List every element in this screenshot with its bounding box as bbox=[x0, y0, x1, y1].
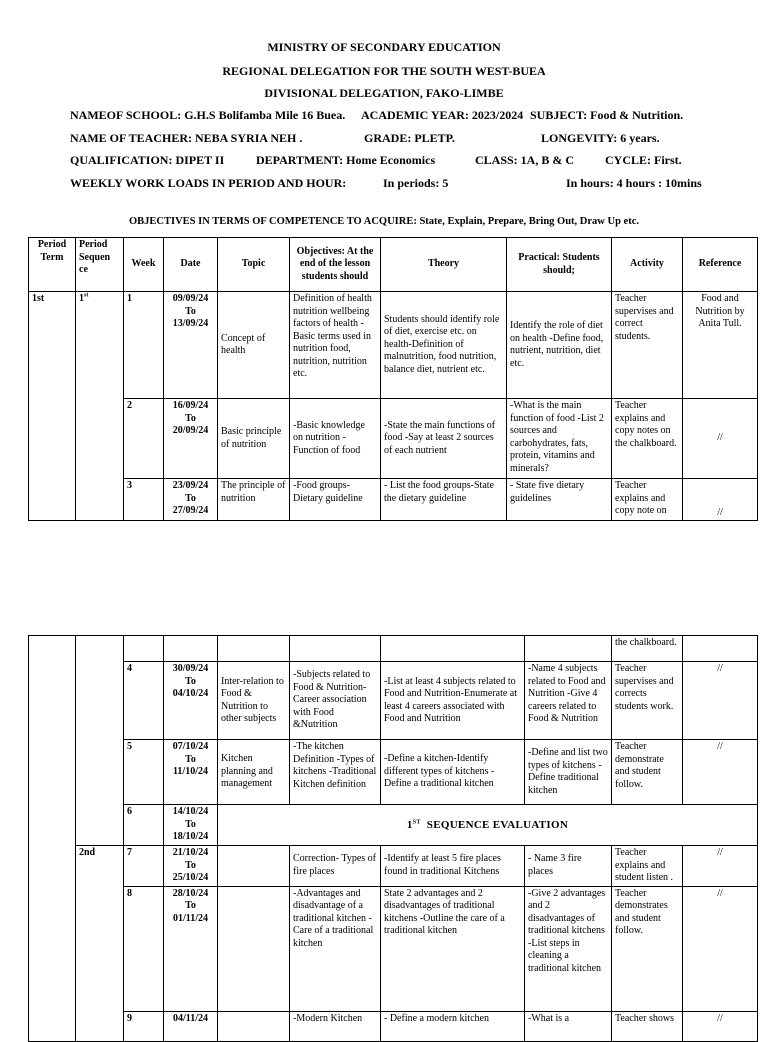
reference-cell: // bbox=[683, 740, 758, 805]
table-row bbox=[29, 636, 758, 662]
activity-cell: Teacher explains and student listen . bbox=[612, 846, 683, 887]
reference-cell: // bbox=[683, 662, 758, 740]
date-cell: 14/10/24 To 18/10/24 bbox=[164, 805, 218, 846]
table-row bbox=[29, 805, 758, 846]
header-topic: Topic bbox=[218, 238, 290, 292]
theory-cell: -List at least 4 subjects related to Food and Nutrition-Enumerate at least 4 careers associated with Food and Nutrition bbox=[381, 662, 525, 740]
date-cell: 23/09/24 To 27/09/24 bbox=[164, 479, 218, 521]
topic-cell bbox=[218, 886, 290, 1011]
header-period-term-line1: Period bbox=[37, 239, 67, 250]
header-period-seq-line1: Period bbox=[79, 239, 108, 250]
subject: SUBJECT: Food & Nutrition. bbox=[530, 108, 684, 122]
theory-cell bbox=[381, 636, 525, 662]
theory-cell: -State the main functions of food -Say at least 2 sources of each nutrient bbox=[381, 399, 507, 479]
table-row bbox=[29, 662, 758, 740]
table-row bbox=[29, 479, 758, 521]
sequence-evaluation bbox=[218, 805, 758, 846]
date-cell: 07/10/24 To 11/10/24 bbox=[164, 740, 218, 805]
reference-cell: // bbox=[683, 479, 758, 521]
term-cell: 1st bbox=[29, 292, 76, 521]
objectives-cell: -Basic knowledge on nutrition -Function of food bbox=[290, 399, 381, 479]
grade: GRADE: PLETP. bbox=[364, 131, 455, 145]
activity-cell: Teacher demonstrate and student follow. bbox=[612, 740, 683, 805]
practical-cell: -Define and list two types of kitchens -Define traditional kitchen bbox=[525, 740, 612, 805]
table-row bbox=[29, 1011, 758, 1041]
week-cell: 5 bbox=[124, 740, 164, 805]
week-cell: 1 bbox=[124, 292, 164, 399]
practical-cell: - State five dietary guidelines bbox=[507, 479, 612, 521]
header-period-sequence bbox=[76, 238, 124, 292]
practical-cell: -What is a bbox=[525, 1011, 612, 1041]
topic-cell: The principle of nutrition bbox=[218, 479, 290, 521]
reference-cell bbox=[683, 636, 758, 662]
sequence-cell bbox=[76, 292, 124, 521]
header-reference: Reference bbox=[683, 238, 758, 292]
practical-cell: -Name 4 subjects related to Food and Nutrition -Give 4 careers related to Food & Nutrition bbox=[525, 662, 612, 740]
table-row bbox=[29, 399, 758, 479]
topic-cell: Inter-relation to Food & Nutrition to other subjects bbox=[218, 662, 290, 740]
reference-cell: // bbox=[683, 886, 758, 1011]
theory-cell: - List the food groups-State the dietary guideline bbox=[381, 479, 507, 521]
header-theory: Theory bbox=[381, 238, 507, 292]
week-cell: 7 bbox=[124, 846, 164, 887]
teacher-name: NAME OF TEACHER: NEBA SYRIA NEH . bbox=[70, 131, 303, 145]
objectives-cell bbox=[290, 636, 381, 662]
evaluation-label: SEQUENCE EVALUATION bbox=[426, 818, 569, 831]
sequence-cell-continued bbox=[76, 636, 124, 846]
objectives-cell: -Subjects related to Food & Nutrition-Career association with Food &Nutrition bbox=[290, 662, 381, 740]
term-cell-continued bbox=[29, 636, 76, 1042]
objectives-line: OBJECTIVES IN TERMS OF COMPETENCE TO ACQUIRE: State, Explain, Prepare, Bring Out, Draw Up etc. bbox=[129, 216, 639, 227]
date-cell bbox=[164, 636, 218, 662]
practical-cell: -Give 2 advantages and 2 disadvantages of traditional kitchens -List steps in cleaning a traditional kitchen bbox=[525, 886, 612, 1011]
evaluation-number: 1 bbox=[406, 818, 413, 831]
practical-cell: - Name 3 fire places bbox=[525, 846, 612, 887]
table-row bbox=[29, 740, 758, 805]
header-week: Week bbox=[124, 238, 164, 292]
table-row bbox=[29, 886, 758, 1011]
header-practical: Practical: Students should; bbox=[507, 238, 612, 292]
scheme-table-page-1 bbox=[28, 237, 758, 521]
regional-delegation: REGIONAL DELEGATION FOR THE SOUTH WEST-BUEA bbox=[222, 64, 546, 78]
class: CLASS: 1A, B & C bbox=[475, 153, 575, 167]
scheme-table-page-2 bbox=[28, 635, 758, 1042]
evaluation-suffix: ST bbox=[412, 819, 421, 826]
activity-cell: Teacher supervises and correct students. bbox=[612, 292, 683, 399]
activity-cell: Teacher explains and copy notes on the chalkboard. bbox=[612, 399, 683, 479]
reference-cell: // bbox=[683, 846, 758, 887]
workload-hours: In hours: 4 hours : 10mins bbox=[566, 176, 702, 190]
practical-cell: -What is the main function of food -List 2 sources and carbohydrates, fats, protein, vitamins and minerals? bbox=[507, 399, 612, 479]
table-header-row bbox=[29, 238, 758, 292]
date-cell: 16/09/24 To 20/09/24 bbox=[164, 399, 218, 479]
term-2-cell: 2nd bbox=[76, 846, 124, 1042]
reference-cell: // bbox=[683, 1011, 758, 1041]
header-period-term bbox=[29, 238, 76, 292]
reference-cell: Food and Nutrition by Anita Tull. bbox=[683, 292, 758, 399]
date-cell: 09/09/24 To 13/09/24 bbox=[164, 292, 218, 399]
header-objectives: Objectives: At the end of the lesson students should bbox=[290, 238, 381, 292]
date-cell: 21/10/24 To 25/10/24 bbox=[164, 846, 218, 887]
academic-year: ACADEMIC YEAR: 2023/2024 bbox=[361, 108, 524, 122]
topic-cell bbox=[218, 1011, 290, 1041]
week-cell: 4 bbox=[124, 662, 164, 740]
activity-cell: Teacher shows bbox=[612, 1011, 683, 1041]
objectives-cell: Definition of health nutrition wellbeing factors of health -Basic terms used in nutrition food, nutrition, nutrition etc. bbox=[290, 292, 381, 399]
date-cell: 28/10/24 To 01/11/24 bbox=[164, 886, 218, 1011]
table-row bbox=[29, 292, 758, 399]
theory-cell: Students should identify role of diet, exercise etc. on health-Definition of malnutrition, food nutrition, balance diet, nutrient etc. bbox=[381, 292, 507, 399]
date-cell: 30/09/24 To 04/10/24 bbox=[164, 662, 218, 740]
header-period-seq-line2: Sequen ce bbox=[79, 251, 111, 275]
topic-cell bbox=[218, 636, 290, 662]
sequence-number: 1 bbox=[79, 293, 84, 304]
divisional-delegation: DIVISIONAL DELEGATION, FAKO-LIMBE bbox=[264, 86, 504, 100]
topic-cell: Basic principle of nutrition bbox=[218, 399, 290, 479]
reference-cell: // bbox=[683, 399, 758, 479]
topic-cell: Concept of health bbox=[218, 292, 290, 399]
week-cell: 8 bbox=[124, 886, 164, 1011]
header-activity: Activity bbox=[612, 238, 683, 292]
header-date: Date bbox=[164, 238, 218, 292]
ministry-title: MINISTRY OF SECONDARY EDUCATION bbox=[267, 40, 501, 54]
qualification: QUALIFICATION: DIPET II bbox=[70, 153, 225, 167]
activity-cell: Teacher supervises and corrects students work. bbox=[612, 662, 683, 740]
sequence-suffix: st bbox=[84, 292, 89, 299]
cycle: CYCLE: First. bbox=[605, 153, 682, 167]
department: DEPARTMENT: Home Economics bbox=[256, 153, 436, 167]
week-cell: 3 bbox=[124, 479, 164, 521]
practical-cell bbox=[525, 636, 612, 662]
theory-cell: -Define a kitchen-Identify different types of kitchens -Define a traditional kitchen bbox=[381, 740, 525, 805]
theory-cell: - Define a modern kitchen bbox=[381, 1011, 525, 1041]
activity-cell: the chalkboard. bbox=[612, 636, 683, 662]
practical-cell: Identify the role of diet on health -Define food, nutrient, nutrition, diet etc. bbox=[507, 292, 612, 399]
workload-periods: In periods: 5 bbox=[383, 176, 449, 190]
objectives-cell: -Food groups-Dietary guideline bbox=[290, 479, 381, 521]
week-cell: 2 bbox=[124, 399, 164, 479]
activity-cell: Teacher demonstrates and student follow. bbox=[612, 886, 683, 1011]
date-cell: 04/11/24 bbox=[164, 1011, 218, 1041]
topic-cell: Kitchen planning and management bbox=[218, 740, 290, 805]
objectives-cell: Correction- Types of fire places bbox=[290, 846, 381, 887]
week-cell: 6 bbox=[124, 805, 164, 846]
objectives-cell: -Advantages and disadvantage of a traditional kitchen -Care of a traditional kitchen bbox=[290, 886, 381, 1011]
workload-label: WEEKLY WORK LOADS IN PERIOD AND HOUR: bbox=[70, 176, 347, 190]
header-period-term-line2: Term bbox=[40, 251, 64, 263]
objectives-cell: -Modern Kitchen bbox=[290, 1011, 381, 1041]
school-name: NAMEOF SCHOOL: G.H.S Bolifamba Mile 16 Buea. bbox=[70, 108, 346, 122]
theory-cell: -Identify at least 5 fire places found in traditional Kitchens bbox=[381, 846, 525, 887]
week-cell: 9 bbox=[124, 1011, 164, 1041]
week-cell bbox=[124, 636, 164, 662]
activity-cell: Teacher explains and copy note on bbox=[612, 479, 683, 521]
table-row bbox=[29, 846, 758, 887]
theory-cell: State 2 advantages and 2 disadvantages of traditional kitchens -Outline the care of a traditional kitchen bbox=[381, 886, 525, 1011]
objectives-cell: -The kitchen Definition -Types of kitchens -Traditional Kitchen definition bbox=[290, 740, 381, 805]
longevity: LONGEVITY: 6 years. bbox=[541, 131, 660, 145]
topic-cell bbox=[218, 846, 290, 887]
